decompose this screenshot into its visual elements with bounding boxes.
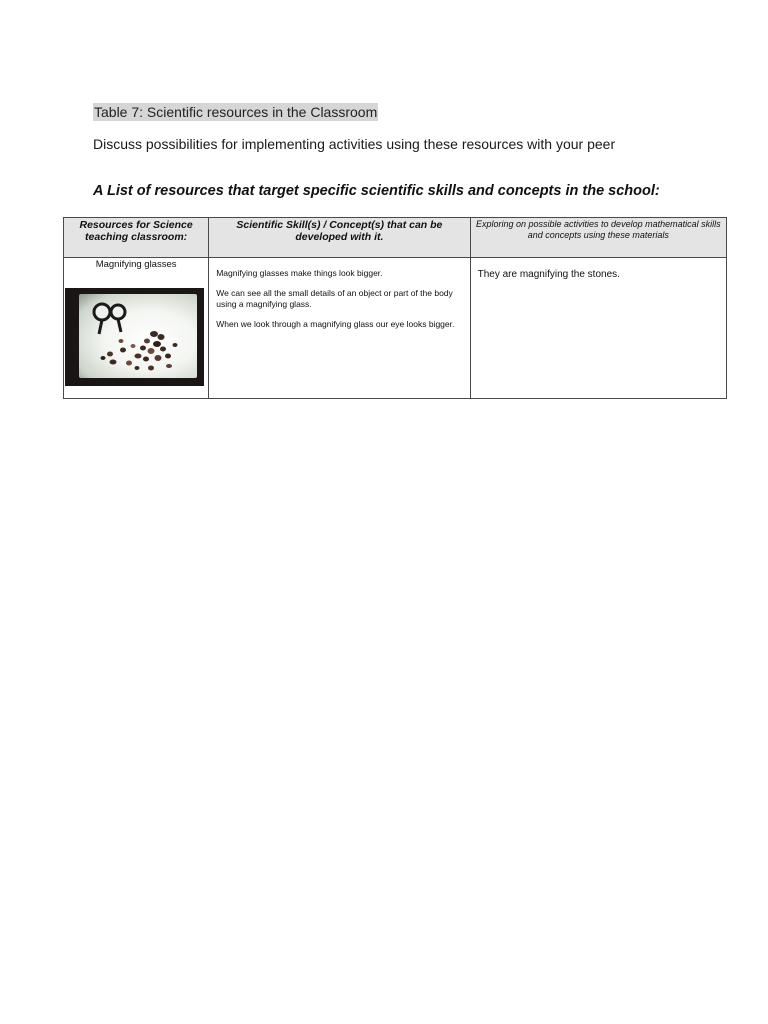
activity-text: They are magnifying the stones. [477,269,620,280]
table-row [64,258,727,399]
skills-cell [209,258,470,399]
header-skills: Scientific Skill(s) / Concept(s) that can be developed with it. [209,218,470,258]
instruction-text: Discuss possibilities for implementing activities using these resources with your peer [93,136,616,152]
skill-line: We can see all the small details of an object or part of the body using a magnifying glass. [216,288,453,309]
header-resources: Resources for Science teaching classroom: [64,218,209,258]
skill-line: Magnifying glasses make things look bigger. [216,268,383,278]
magnifier-right-icon [111,305,125,332]
resources-table [63,217,727,399]
magnifying-glasses-photo [65,288,204,386]
stones-and-magnifiers-image [65,288,204,386]
activity-cell [470,258,726,399]
table-caption: Table 7: Scientific resources in the Classroom [94,104,378,120]
list-heading: A List of resources that target specific scientific skills and concepts in the school: [93,183,660,199]
stones [101,331,178,371]
magnifier-left-icon [94,304,110,334]
resource-cell [64,258,209,399]
header-activities: Exploring on possible activities to develop mathematical skills and concepts using these materials [470,218,726,258]
resource-name: Magnifying glasses [95,259,177,270]
skill-line: When we look through a magnifying glass our eye looks bigger. [216,319,455,329]
table-header-row [64,218,727,258]
